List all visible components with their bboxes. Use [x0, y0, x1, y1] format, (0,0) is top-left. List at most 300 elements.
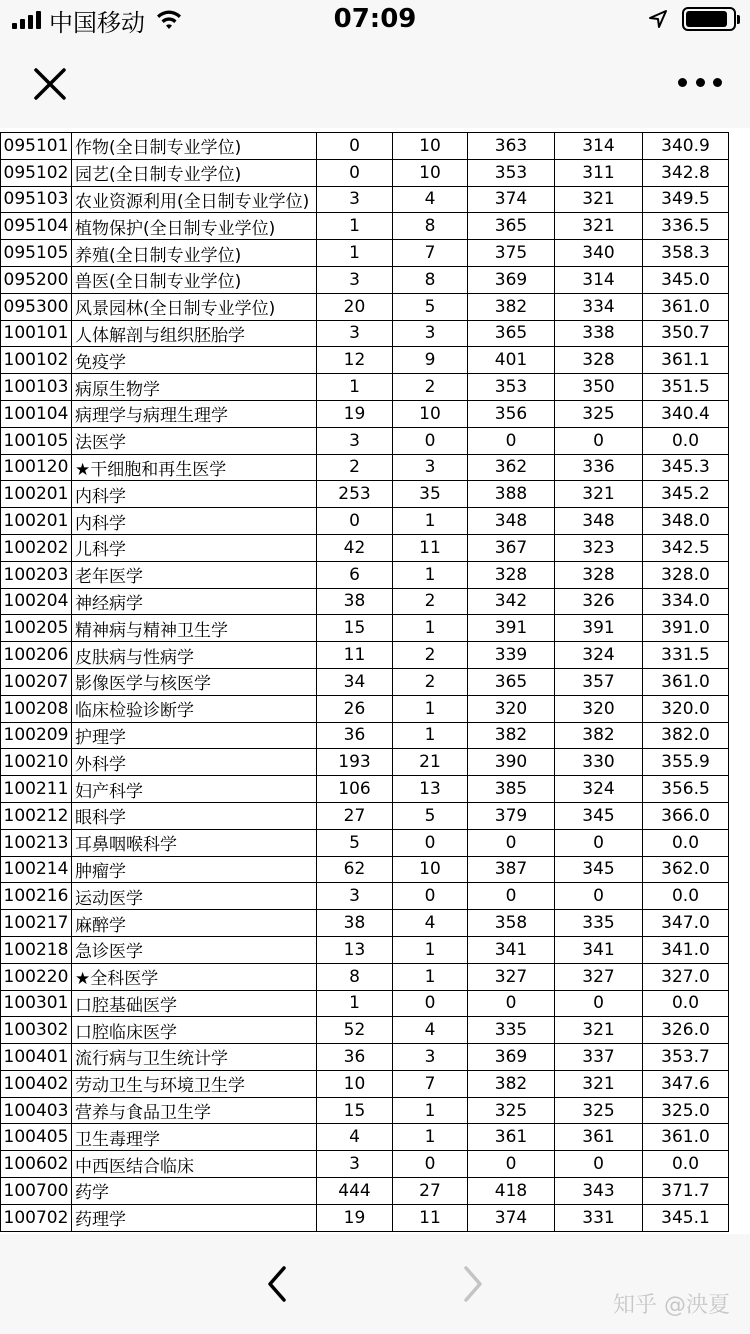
major-code-cell: 100700	[1, 1178, 72, 1205]
bottom-toolbar	[0, 1234, 750, 1334]
min-score-cell: 0	[555, 1151, 643, 1178]
max-score-cell: 379	[468, 802, 555, 829]
major-name-cell: 作物(全日制专业学位)	[72, 133, 317, 160]
table-row	[1, 695, 729, 722]
min-score-cell: 328	[555, 561, 643, 588]
table-row	[1, 1204, 729, 1231]
more-dot	[678, 78, 687, 87]
min-score-cell: 325	[555, 1097, 643, 1124]
max-score-cell: 0	[468, 990, 555, 1017]
count-b-cell: 1	[393, 615, 468, 642]
min-score-cell: 321	[555, 213, 643, 240]
min-score-cell: 330	[555, 749, 643, 776]
min-score-cell: 0	[555, 829, 643, 856]
max-score-cell: 358	[468, 910, 555, 937]
min-score-cell: 337	[555, 1044, 643, 1071]
max-score-cell: 369	[468, 1044, 555, 1071]
table-row	[1, 213, 729, 240]
min-score-cell: 326	[555, 588, 643, 615]
avg-score-cell: 362.0	[643, 856, 729, 883]
location-arrow-icon	[648, 9, 668, 29]
max-score-cell: 365	[468, 668, 555, 695]
table-row	[1, 1044, 729, 1071]
count-a-cell: 3	[317, 883, 393, 910]
count-a-cell: 5	[317, 829, 393, 856]
avg-score-cell: 382.0	[643, 722, 729, 749]
major-code-cell: 100104	[1, 400, 72, 427]
major-name-cell: 口腔临床医学	[72, 1017, 317, 1044]
table-row	[1, 936, 729, 963]
table-row	[1, 293, 729, 320]
major-name-cell: 精神病与精神卫生学	[72, 615, 317, 642]
min-score-cell: 361	[555, 1124, 643, 1151]
min-score-cell: 0	[555, 990, 643, 1017]
table-row	[1, 133, 729, 160]
max-score-cell: 361	[468, 1124, 555, 1151]
major-code-cell: 100602	[1, 1151, 72, 1178]
count-a-cell: 8	[317, 963, 393, 990]
web-content[interactable]	[0, 128, 750, 1234]
min-score-cell: 311	[555, 159, 643, 186]
count-b-cell: 11	[393, 1204, 468, 1231]
max-score-cell: 362	[468, 454, 555, 481]
count-a-cell: 253	[317, 481, 393, 508]
max-score-cell: 382	[468, 722, 555, 749]
count-b-cell: 10	[393, 400, 468, 427]
count-b-cell: 2	[393, 588, 468, 615]
max-score-cell: 0	[468, 1151, 555, 1178]
count-a-cell: 27	[317, 802, 393, 829]
avg-score-cell: 340.4	[643, 400, 729, 427]
major-code-cell: 100105	[1, 427, 72, 454]
count-a-cell: 26	[317, 695, 393, 722]
avg-score-cell: 361.0	[643, 1124, 729, 1151]
major-name-cell: 耳鼻咽喉科学	[72, 829, 317, 856]
count-a-cell: 2	[317, 454, 393, 481]
table-row	[1, 1070, 729, 1097]
major-code-cell: 100220	[1, 963, 72, 990]
count-b-cell: 21	[393, 749, 468, 776]
major-code-cell: 100405	[1, 1124, 72, 1151]
major-code-cell: 100208	[1, 695, 72, 722]
major-code-cell: 095104	[1, 213, 72, 240]
major-code-cell: 095300	[1, 293, 72, 320]
major-name-cell: 老年医学	[72, 561, 317, 588]
table-body	[1, 133, 729, 1232]
major-name-cell: 养殖(全日制专业学位)	[72, 240, 317, 267]
avg-score-cell: 336.5	[643, 213, 729, 240]
more-icon[interactable]	[678, 74, 722, 90]
max-score-cell: 363	[468, 133, 555, 160]
avg-score-cell: 326.0	[643, 1017, 729, 1044]
table-row	[1, 400, 729, 427]
table-row	[1, 749, 729, 776]
avg-score-cell: 328.0	[643, 561, 729, 588]
table-row	[1, 454, 729, 481]
count-a-cell: 193	[317, 749, 393, 776]
count-a-cell: 15	[317, 615, 393, 642]
major-name-cell: 儿科学	[72, 534, 317, 561]
count-b-cell: 1	[393, 1124, 468, 1151]
max-score-cell: 341	[468, 936, 555, 963]
count-a-cell: 36	[317, 1044, 393, 1071]
avg-score-cell: 340.9	[643, 133, 729, 160]
table-row	[1, 481, 729, 508]
major-name-cell: ★干细胞和再生医学	[72, 454, 317, 481]
major-code-cell: 100402	[1, 1070, 72, 1097]
min-score-cell: 314	[555, 133, 643, 160]
max-score-cell: 325	[468, 1097, 555, 1124]
max-score-cell: 356	[468, 400, 555, 427]
major-code-cell: 100401	[1, 1044, 72, 1071]
count-b-cell: 2	[393, 668, 468, 695]
major-name-cell: 卫生毒理学	[72, 1124, 317, 1151]
major-name-cell: 免疫学	[72, 347, 317, 374]
avg-score-cell: 0.0	[643, 990, 729, 1017]
major-code-cell: 100201	[1, 508, 72, 535]
min-score-cell: 382	[555, 722, 643, 749]
avg-score-cell: 0.0	[643, 427, 729, 454]
major-code-cell: 100204	[1, 588, 72, 615]
avg-score-cell: 342.5	[643, 534, 729, 561]
min-score-cell: 314	[555, 266, 643, 293]
table-row	[1, 1151, 729, 1178]
avg-score-cell: 342.8	[643, 159, 729, 186]
max-score-cell: 369	[468, 266, 555, 293]
count-a-cell: 3	[317, 320, 393, 347]
table-row	[1, 668, 729, 695]
avg-score-cell: 366.0	[643, 802, 729, 829]
major-code-cell: 095103	[1, 186, 72, 213]
count-a-cell: 0	[317, 159, 393, 186]
table-row	[1, 1124, 729, 1151]
avg-score-cell: 331.5	[643, 642, 729, 669]
avg-score-cell: 391.0	[643, 615, 729, 642]
max-score-cell: 374	[468, 1204, 555, 1231]
max-score-cell: 388	[468, 481, 555, 508]
count-a-cell: 0	[317, 508, 393, 535]
min-score-cell: 336	[555, 454, 643, 481]
avg-score-cell: 334.0	[643, 588, 729, 615]
table-row	[1, 1017, 729, 1044]
count-a-cell: 1	[317, 374, 393, 401]
min-score-cell: 340	[555, 240, 643, 267]
count-a-cell: 3	[317, 1151, 393, 1178]
max-score-cell: 367	[468, 534, 555, 561]
count-a-cell: 3	[317, 186, 393, 213]
nav-bar	[0, 40, 750, 128]
max-score-cell: 390	[468, 749, 555, 776]
table-row	[1, 508, 729, 535]
major-name-cell: 植物保护(全日制专业学位)	[72, 213, 317, 240]
max-score-cell: 353	[468, 374, 555, 401]
major-name-cell: 肿瘤学	[72, 856, 317, 883]
forward-arrow-icon[interactable]	[458, 1264, 488, 1304]
avg-score-cell: 345.2	[643, 481, 729, 508]
max-score-cell: 328	[468, 561, 555, 588]
count-a-cell: 1	[317, 213, 393, 240]
major-code-cell: 100102	[1, 347, 72, 374]
count-a-cell: 15	[317, 1097, 393, 1124]
avg-score-cell: 350.7	[643, 320, 729, 347]
min-score-cell: 338	[555, 320, 643, 347]
min-score-cell: 321	[555, 1017, 643, 1044]
major-name-cell: 药理学	[72, 1204, 317, 1231]
count-b-cell: 10	[393, 133, 468, 160]
battery-level	[686, 11, 727, 27]
avg-score-cell: 320.0	[643, 695, 729, 722]
clock: 07:09	[333, 4, 417, 34]
table-row	[1, 642, 729, 669]
count-a-cell: 20	[317, 293, 393, 320]
major-code-cell: 100205	[1, 615, 72, 642]
major-name-cell: 妇产科学	[72, 776, 317, 803]
avg-score-cell: 341.0	[643, 936, 729, 963]
count-b-cell: 11	[393, 534, 468, 561]
count-b-cell: 1	[393, 508, 468, 535]
count-b-cell: 10	[393, 856, 468, 883]
carrier-name: 中国移动	[49, 8, 145, 37]
table-row	[1, 561, 729, 588]
table-row	[1, 159, 729, 186]
count-b-cell: 0	[393, 1151, 468, 1178]
major-name-cell: 劳动卫生与环境卫生学	[72, 1070, 317, 1097]
max-score-cell: 365	[468, 320, 555, 347]
major-name-cell: 中西医结合临床	[72, 1151, 317, 1178]
avg-score-cell: 345.0	[643, 266, 729, 293]
major-code-cell: 100101	[1, 320, 72, 347]
major-code-cell: 095101	[1, 133, 72, 160]
count-b-cell: 5	[393, 802, 468, 829]
avg-score-cell: 356.5	[643, 776, 729, 803]
major-code-cell: 100207	[1, 668, 72, 695]
major-name-cell: 影像医学与核医学	[72, 668, 317, 695]
max-score-cell: 339	[468, 642, 555, 669]
max-score-cell: 327	[468, 963, 555, 990]
major-name-cell: 内科学	[72, 508, 317, 535]
count-a-cell: 444	[317, 1178, 393, 1205]
min-score-cell: 321	[555, 1070, 643, 1097]
table-row	[1, 829, 729, 856]
more-dot	[713, 78, 722, 87]
major-name-cell: 神经病学	[72, 588, 317, 615]
max-score-cell: 353	[468, 159, 555, 186]
table-row	[1, 910, 729, 937]
watermark: 知乎 @泱夏	[613, 1293, 730, 1318]
min-score-cell: 324	[555, 776, 643, 803]
battery-icon	[682, 7, 736, 31]
back-arrow-icon[interactable]	[262, 1264, 292, 1304]
major-code-cell: 100203	[1, 561, 72, 588]
min-score-cell: 327	[555, 963, 643, 990]
min-score-cell: 331	[555, 1204, 643, 1231]
count-a-cell: 34	[317, 668, 393, 695]
count-a-cell: 4	[317, 1124, 393, 1151]
major-name-cell: ★全科医学	[72, 963, 317, 990]
table-row	[1, 802, 729, 829]
avg-score-cell: 349.5	[643, 186, 729, 213]
count-a-cell: 42	[317, 534, 393, 561]
major-name-cell: 营养与食品卫生学	[72, 1097, 317, 1124]
count-b-cell: 7	[393, 240, 468, 267]
major-name-cell: 风景园林(全日制专业学位)	[72, 293, 317, 320]
major-code-cell: 100216	[1, 883, 72, 910]
table-row	[1, 186, 729, 213]
count-b-cell: 8	[393, 213, 468, 240]
close-icon[interactable]	[30, 64, 70, 104]
avg-score-cell: 325.0	[643, 1097, 729, 1124]
major-name-cell: 口腔基础医学	[72, 990, 317, 1017]
table-row	[1, 266, 729, 293]
min-score-cell: 345	[555, 802, 643, 829]
major-name-cell: 药学	[72, 1178, 317, 1205]
major-code-cell: 100103	[1, 374, 72, 401]
major-code-cell: 100206	[1, 642, 72, 669]
avg-score-cell: 351.5	[643, 374, 729, 401]
count-a-cell: 1	[317, 990, 393, 1017]
major-code-cell: 100209	[1, 722, 72, 749]
min-score-cell: 343	[555, 1178, 643, 1205]
count-b-cell: 0	[393, 883, 468, 910]
max-score-cell: 348	[468, 508, 555, 535]
count-b-cell: 4	[393, 910, 468, 937]
count-b-cell: 3	[393, 454, 468, 481]
avg-score-cell: 361.0	[643, 668, 729, 695]
max-score-cell: 385	[468, 776, 555, 803]
avg-score-cell: 347.0	[643, 910, 729, 937]
table-row	[1, 722, 729, 749]
min-score-cell: 348	[555, 508, 643, 535]
count-a-cell: 1	[317, 240, 393, 267]
major-code-cell: 100120	[1, 454, 72, 481]
min-score-cell: 323	[555, 534, 643, 561]
count-b-cell: 9	[393, 347, 468, 374]
major-code-cell: 100202	[1, 534, 72, 561]
count-b-cell: 5	[393, 293, 468, 320]
major-name-cell: 园艺(全日制专业学位)	[72, 159, 317, 186]
table-row	[1, 427, 729, 454]
major-name-cell: 护理学	[72, 722, 317, 749]
count-b-cell: 2	[393, 642, 468, 669]
major-code-cell: 100702	[1, 1204, 72, 1231]
count-a-cell: 10	[317, 1070, 393, 1097]
major-name-cell: 兽医(全日制专业学位)	[72, 266, 317, 293]
status-bar	[0, 0, 750, 40]
table-row	[1, 883, 729, 910]
count-a-cell: 52	[317, 1017, 393, 1044]
major-name-cell: 病原生物学	[72, 374, 317, 401]
count-b-cell: 8	[393, 266, 468, 293]
min-score-cell: 335	[555, 910, 643, 937]
major-code-cell: 095102	[1, 159, 72, 186]
avg-score-cell: 347.6	[643, 1070, 729, 1097]
count-b-cell: 10	[393, 159, 468, 186]
count-a-cell: 0	[317, 133, 393, 160]
count-a-cell: 19	[317, 400, 393, 427]
table-row	[1, 1097, 729, 1124]
major-name-cell: 眼科学	[72, 802, 317, 829]
count-a-cell: 3	[317, 266, 393, 293]
table-row	[1, 963, 729, 990]
major-code-cell: 095200	[1, 266, 72, 293]
max-score-cell: 335	[468, 1017, 555, 1044]
count-a-cell: 19	[317, 1204, 393, 1231]
max-score-cell: 365	[468, 213, 555, 240]
major-name-cell: 法医学	[72, 427, 317, 454]
min-score-cell: 320	[555, 695, 643, 722]
count-b-cell: 0	[393, 990, 468, 1017]
count-b-cell: 1	[393, 695, 468, 722]
table-row	[1, 1178, 729, 1205]
min-score-cell: 325	[555, 400, 643, 427]
max-score-cell: 374	[468, 186, 555, 213]
avg-score-cell: 371.7	[643, 1178, 729, 1205]
major-name-cell: 人体解剖与组织胚胎学	[72, 320, 317, 347]
avg-score-cell: 327.0	[643, 963, 729, 990]
avg-score-cell: 361.1	[643, 347, 729, 374]
count-b-cell: 1	[393, 1097, 468, 1124]
count-b-cell: 1	[393, 722, 468, 749]
max-score-cell: 382	[468, 1070, 555, 1097]
min-score-cell: 391	[555, 615, 643, 642]
major-code-cell: 100212	[1, 802, 72, 829]
min-score-cell: 350	[555, 374, 643, 401]
count-b-cell: 13	[393, 776, 468, 803]
major-code-cell: 100302	[1, 1017, 72, 1044]
status-right	[648, 7, 736, 31]
count-b-cell: 2	[393, 374, 468, 401]
count-b-cell: 35	[393, 481, 468, 508]
major-name-cell: 临床检验诊断学	[72, 695, 317, 722]
avg-score-cell: 358.3	[643, 240, 729, 267]
count-a-cell: 6	[317, 561, 393, 588]
major-code-cell: 100218	[1, 936, 72, 963]
count-a-cell: 12	[317, 347, 393, 374]
max-score-cell: 401	[468, 347, 555, 374]
count-a-cell: 3	[317, 427, 393, 454]
min-score-cell: 345	[555, 856, 643, 883]
count-a-cell: 62	[317, 856, 393, 883]
max-score-cell: 375	[468, 240, 555, 267]
min-score-cell: 328	[555, 347, 643, 374]
count-b-cell: 4	[393, 186, 468, 213]
count-a-cell: 106	[317, 776, 393, 803]
max-score-cell: 0	[468, 883, 555, 910]
major-name-cell: 流行病与卫生统计学	[72, 1044, 317, 1071]
min-score-cell: 341	[555, 936, 643, 963]
major-code-cell: 100211	[1, 776, 72, 803]
more-dot	[696, 78, 705, 87]
major-code-cell: 100213	[1, 829, 72, 856]
table-row	[1, 374, 729, 401]
major-name-cell: 农业资源利用(全日制专业学位)	[72, 186, 317, 213]
count-b-cell: 1	[393, 936, 468, 963]
min-score-cell: 334	[555, 293, 643, 320]
min-score-cell: 321	[555, 186, 643, 213]
table-row	[1, 588, 729, 615]
min-score-cell: 324	[555, 642, 643, 669]
major-code-cell: 100403	[1, 1097, 72, 1124]
table-row	[1, 990, 729, 1017]
avg-score-cell: 0.0	[643, 1151, 729, 1178]
min-score-cell: 0	[555, 427, 643, 454]
count-b-cell: 1	[393, 963, 468, 990]
max-score-cell: 320	[468, 695, 555, 722]
table-row	[1, 534, 729, 561]
max-score-cell: 382	[468, 293, 555, 320]
major-code-cell: 100201	[1, 481, 72, 508]
avg-score-cell: 345.3	[643, 454, 729, 481]
